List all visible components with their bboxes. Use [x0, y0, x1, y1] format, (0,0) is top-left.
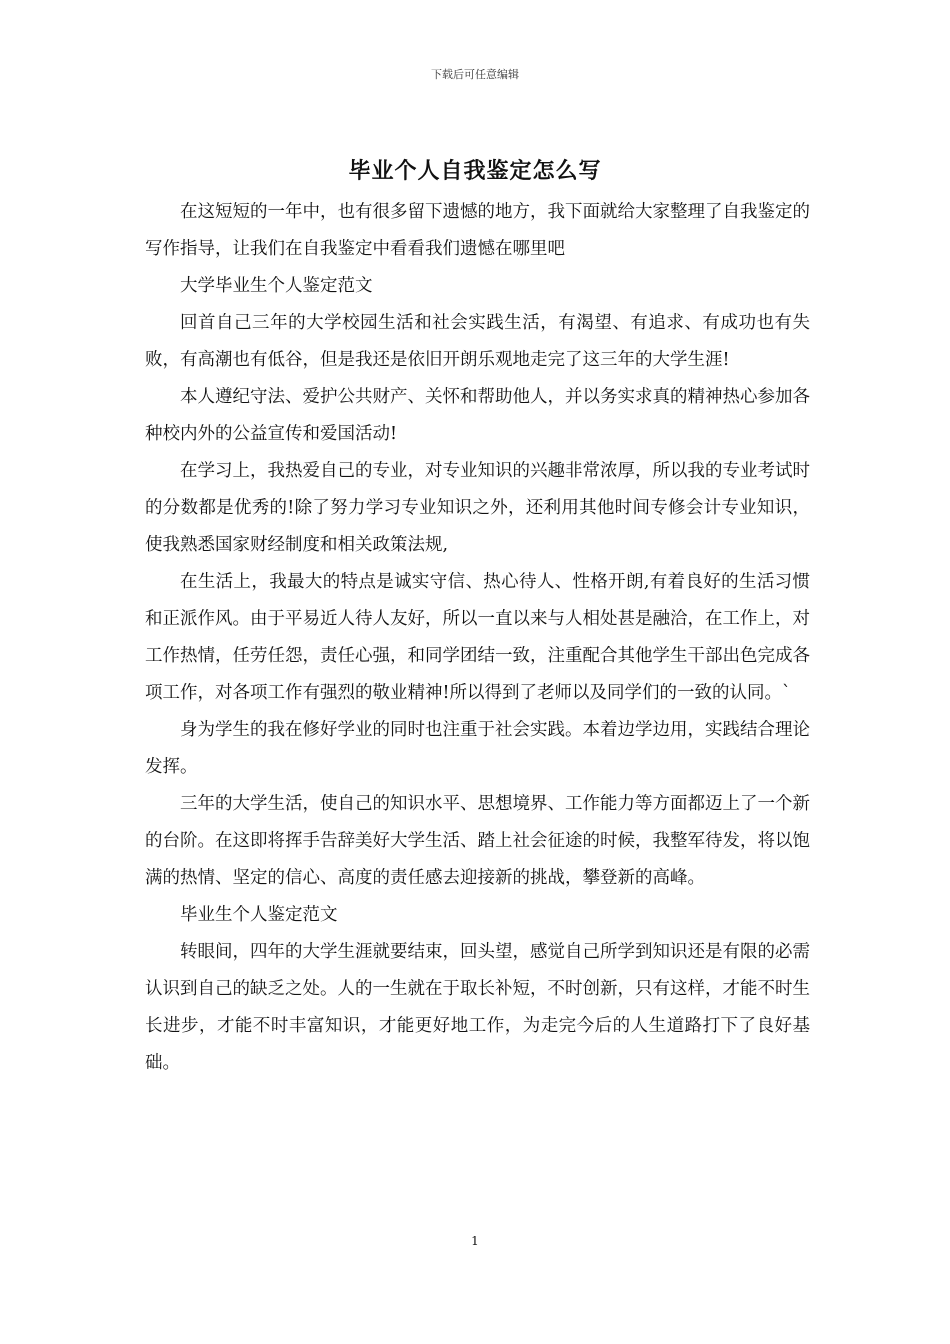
paragraph: 回首自己三年的大学校园生活和社会实践生活，有渴望、有追求、有成功也有失败，有高潮也有低谷，但是我还是依旧开朗乐观地走完了这三年的大学生涯! — [145, 313, 810, 370]
paragraph: 本人遵纪守法、爱护公共财产、关怀和帮助他人，并以务实求真的精神热心参加各种校内外的公益宣传和爱国活动! — [145, 387, 810, 444]
document-title: 毕业个人自我鉴定怎么写 — [348, 159, 602, 184]
paragraph: 身为学生的我在修好学业的同时也注重于社会实践。本着边学边用，实践结合理论发挥。 — [145, 720, 810, 777]
page-number: 1 — [471, 1234, 479, 1248]
paragraph: 转眼间，四年的大学生涯就要结束，回头望，感觉自己所学到知识还是有限的必需认识到自己的缺乏之处。人的一生就在于取长补短，不时创新，只有这样，才能不时生长进步，才能不时丰富知识，才能更好地工作，为走完今后的人生道路打下了良好基础。 — [145, 942, 810, 1073]
paragraph: 三年的大学生活，使自己的知识水平、思想境界、工作能力等方面都迈上了一个新的台阶。在这即将挥手告辞美好大学生活、踏上社会征途的时候，我整军待发，将以饱满的热情、坚定的信心、高度的责任感去迎接新的挑战，攀登新的高峰。 — [145, 794, 810, 888]
paragraph: 在生活上，我最大的特点是诚实守信、热心待人、性格开朗,有着良好的生活习惯和正派作风。由于平易近人待人友好，所以一直以来与人相处甚是融洽，在工作上，对工作热情，任劳任怨，责任心强，和同学团结一致，注重配合其他学生干部出色完成各项工作，对各项工作有强烈的敬业精神!所以得到了老师以及同学们的一致的认同。` — [145, 572, 810, 703]
document-body — [145, 194, 810, 1082]
paragraph-intro: 在这短短的一年中，也有很多留下遗憾的地方，我下面就给大家整理了自我鉴定的写作指导，让我们在自我鉴定中看看我们遗憾在哪里吧 — [145, 202, 810, 259]
section-heading: 毕业生个人鉴定范文 — [180, 905, 338, 925]
page-header: 下载后可任意编辑 — [431, 68, 519, 81]
paragraph: 在学习上，我热爱自己的专业，对专业知识的兴趣非常浓厚，所以我的专业考试时的分数都是优秀的!除了努力学习专业知识之外，还利用其他时间专修会计专业知识，使我熟悉国家财经制度和相关政策法规, — [145, 461, 810, 555]
section-heading: 大学毕业生个人鉴定范文 — [180, 276, 373, 296]
